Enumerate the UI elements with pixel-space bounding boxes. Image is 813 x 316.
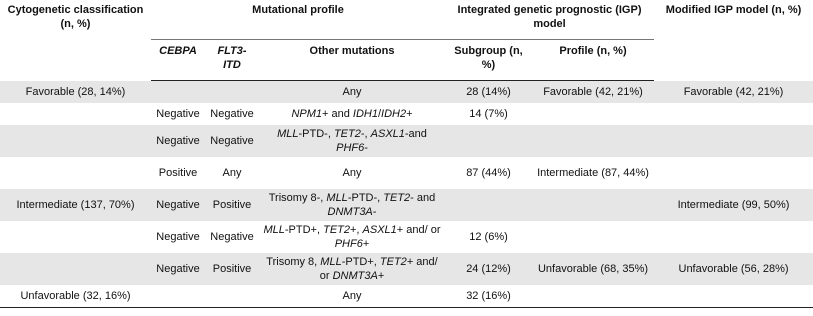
cell-profile: Favorable (42, 21%) [532, 81, 654, 104]
mutation-text: -PTD-, [298, 128, 334, 140]
cell-cebpa [151, 285, 205, 308]
cell-subgroup: 24 (12%) [445, 253, 532, 285]
header-subgroup: Subgroup (n, %) [445, 40, 532, 81]
cell-flt3: Any [222, 167, 242, 179]
cell-modified-igp: Intermediate (99, 50%) [654, 189, 813, 221]
cell-cebpa: Negative [151, 189, 205, 221]
header-flt3-itd: FLT3-ITD [205, 40, 259, 81]
header-mutational-profile: Mutational profile [151, 0, 445, 40]
table-row [0, 103, 813, 125]
cell-cytogenetic [0, 253, 151, 285]
mutation-text: Trisomy 8, [266, 256, 321, 268]
cell-subgroup: 32 (16%) [445, 285, 532, 308]
cell-profile: Intermediate (87, 44%) [537, 167, 649, 179]
table-row [0, 125, 813, 157]
cell-modified-igp [654, 285, 813, 308]
mutation-text: + and/ or [319, 256, 438, 282]
gene-text: MLL [320, 256, 342, 268]
cell-cytogenetic [0, 157, 151, 189]
cell-other-mutations [259, 189, 445, 221]
table-row [0, 81, 813, 104]
mutation-text: -PTD+, [341, 256, 380, 268]
cell-cebpa [151, 81, 205, 104]
mutation-text: -, [360, 128, 371, 140]
cell-subgroup: 28 (14%) [445, 81, 532, 104]
cell-modified-igp [654, 157, 813, 189]
cell-cebpa: Positive [158, 167, 198, 179]
gene-text: MLL [326, 192, 348, 204]
gene-text: MLL [277, 128, 299, 140]
mutation-text: + and [322, 108, 353, 120]
mutation-text: - [372, 206, 377, 218]
cell-other-mutations [259, 253, 445, 285]
mutation-text: -PTD-, [347, 192, 384, 204]
cell-profile [532, 125, 654, 157]
cell-modified-igp [654, 221, 813, 253]
cell-flt3 [205, 81, 259, 104]
mutation-text: + and/ or [396, 224, 441, 236]
gene-text: ASXL1 [362, 224, 397, 236]
cell-subgroup [445, 189, 532, 221]
header-profile: Profile (n, %) [532, 40, 654, 81]
cell-other-mutations: Any [342, 167, 362, 179]
cell-flt3: Positive [205, 253, 259, 285]
cell-cytogenetic: Intermediate (137, 70%) [0, 189, 151, 221]
cell-other-mutations [259, 103, 445, 125]
cell-cebpa: Negative [151, 125, 205, 157]
cell-modified-igp: Unfavorable (56, 28%) [654, 253, 813, 285]
cell-cytogenetic [0, 125, 151, 157]
cell-flt3: Negative [210, 231, 254, 243]
cell-cytogenetic [0, 221, 151, 253]
gene-text: ASXL1 [370, 128, 405, 140]
header-igp-model: Integrated genetic prognostic (IGP) model [445, 0, 654, 40]
table-row [0, 285, 813, 308]
table-row [0, 253, 813, 285]
cell-cebpa: Negative [156, 231, 200, 243]
cell-flt3 [205, 285, 259, 308]
cell-flt3: Negative [205, 125, 259, 157]
gene-text: IDH2 [381, 108, 407, 120]
cell-cebpa: Negative [156, 108, 200, 120]
mutation-text: Trisomy 8-, [268, 192, 327, 204]
cell-profile [532, 103, 654, 125]
header-cebpa: CEBPA [151, 40, 205, 81]
table-row [0, 189, 813, 221]
gene-text: TET2 [333, 128, 361, 140]
gene-text: IDH1 [352, 108, 378, 120]
cell-flt3: Positive [205, 189, 259, 221]
cell-modified-igp [654, 125, 813, 157]
gene-text: DNMT3A [332, 270, 378, 282]
cell-cebpa: Negative [151, 253, 205, 285]
cell-subgroup: 12 (6%) [469, 231, 508, 243]
mutation-text: + [377, 270, 385, 282]
table-row [0, 157, 813, 189]
cell-cytogenetic [0, 103, 151, 125]
gene-text: PHF6 [336, 142, 365, 154]
mutation-text: - [364, 142, 368, 154]
gene-text: TET2 [383, 192, 411, 204]
cell-profile [532, 189, 654, 221]
cell-other-mutations: Any [259, 285, 445, 308]
mutation-text: -PTD+, [284, 224, 324, 236]
cell-cytogenetic: Unfavorable (32, 16%) [0, 285, 151, 308]
cell-profile: Unfavorable (68, 35%) [532, 253, 654, 285]
mutation-text: - and [410, 192, 436, 204]
mutation-text: + [362, 238, 370, 250]
cell-other-mutations: Any [259, 81, 445, 104]
gene-text: MLL [263, 224, 285, 236]
gene-text: DNMT3A [327, 206, 373, 218]
cell-subgroup: 87 (44%) [466, 167, 511, 179]
mutation-text: -and [404, 128, 427, 140]
cell-subgroup: 14 (7%) [469, 108, 508, 120]
header-modified-igp: Modified IGP model (n, %) [665, 4, 802, 16]
cell-other-mutations [259, 221, 445, 253]
cell-subgroup [445, 125, 532, 157]
table-row [0, 221, 813, 253]
cell-flt3: Negative [210, 108, 254, 120]
header-other-mutations: Other mutations [259, 40, 445, 81]
mutation-text: + [406, 108, 413, 120]
cell-modified-igp [654, 103, 813, 125]
gene-text: TET2 [379, 256, 407, 268]
cell-cytogenetic: Favorable (28, 14%) [0, 81, 151, 104]
gene-text: PHF6 [334, 238, 363, 250]
mutation-text: / [377, 108, 382, 120]
gene-text: TET2 [323, 224, 350, 236]
cell-profile [532, 285, 654, 308]
cell-modified-igp: Favorable (42, 21%) [654, 81, 813, 104]
cell-other-mutations [259, 125, 445, 157]
header-cytogenetic: Cytogenetic classification (n, %) [7, 4, 144, 30]
gene-text: NPM1 [291, 108, 323, 120]
cell-profile [532, 221, 654, 253]
mutation-text: +, [350, 224, 363, 236]
